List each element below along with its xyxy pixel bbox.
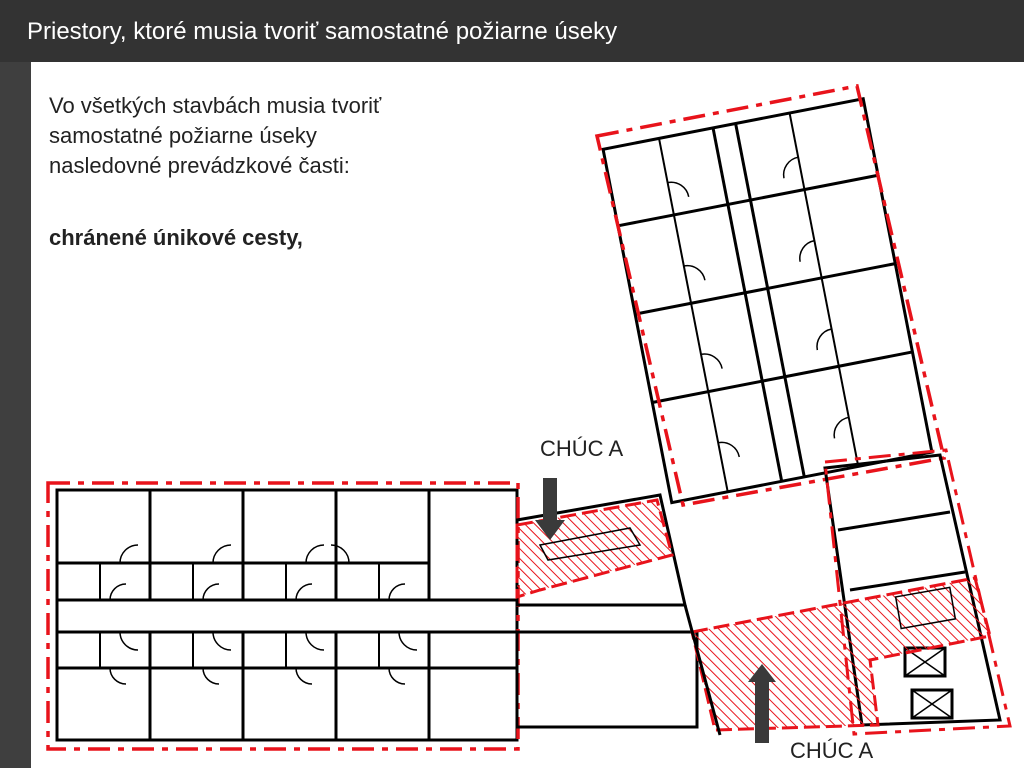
intro-line-2: samostatné požiarne úseky bbox=[49, 123, 317, 148]
right-wing bbox=[603, 99, 932, 503]
left-wing-doors bbox=[110, 545, 417, 684]
fire-zone-left-wing bbox=[48, 483, 518, 749]
chuc-a-label-bottom: CHÚC A bbox=[790, 738, 874, 763]
chuc-a-label-top: CHÚC A bbox=[540, 436, 624, 461]
left-wing bbox=[57, 490, 517, 740]
intro-line-3: nasledovné prevádzkové časti: bbox=[49, 153, 350, 178]
intro-line-1: Vo všetkých stavbách musia tvoriť bbox=[49, 93, 382, 118]
slide-title: Priestory, ktoré musia tvoriť samostatné požiarne úseky bbox=[27, 18, 618, 45]
protected-escape-routes-text: chránené únikové cesty, bbox=[49, 225, 303, 250]
